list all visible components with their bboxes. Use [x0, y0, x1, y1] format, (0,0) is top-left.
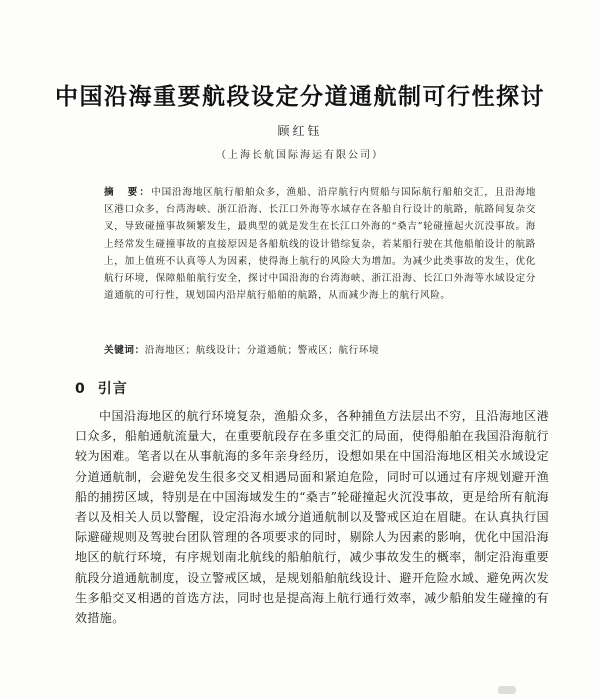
introduction-paragraph: 中国沿海地区的航行环境复杂，渔船众多，各种捕鱼方法层出不穷，且沿海地区港口众多，船舶通航流量大，在重要航段存在多重交汇的局面，使得船舶在我国沿海航行较为困难。笔者以在从事航海的多年亲身经历，设想如果在中国沿海地区相关水域设定分道通航制，会避免发生很多交叉相遇局面和紧迫危险，同时可以通过有序规划避开渔船的捕捞区域，特别是在中国海域发生的“桑吉”轮碰撞起火沉没事故，更是给所有航海者以及相关人员以警醒，设定沿海水域分道通航制以及警戒区迫在眉睫。在认真执行国际避碰规则及驾驶台团队管理的各项要求的同时，剔除人为因素的影响，优化中国沿海地区的航行环境，有序规划南北航线的船舶航行，减少事故发生的概率，制定沿海重要航段分道通航制度，设立警戒区域，是规划船舶航线设计、避开危险水域、避免两次发生多船交叉相遇的首选方法，同时也是提高海上航行通行效率，减少船舶发生碰撞的有效措施。 — [75, 409, 549, 626]
keywords-block — [104, 342, 536, 356]
keywords-label: 关键词： — [104, 345, 145, 356]
scan-smudge-mark — [498, 686, 516, 694]
abstract-label: 摘 要： — [104, 187, 152, 198]
author-affiliation: （上海长航国际海运有限公司） — [216, 150, 384, 161]
section-heading-introduction — [75, 378, 128, 398]
keywords-text: 沿海地区；航线设计；分道通航；警戒区；航行环境 — [144, 345, 380, 356]
abstract-text: 中国沿海地区航行船舶众多，渔船、沿岸航行内贸船与国际航行船舶交汇，且沿海地区港口众多，台湾海峡、浙江沿海、长江口外海等水域存在各船自行设计的航路，航路间复杂交叉，导致碰撞事故频繁发生，最典型的就是发生在长江口外海的“桑吉”轮碰撞起火沉没事故。海上经常发生碰撞事故的直接原因是各船航线的设计错综复杂，若某船行驶在其他船舶设计的航路上，加上值班不认真等人为因素，使得海上航行的风险大为增加。为减少此类事故的发生，优化航行环境，保障船舶航行安全，探讨中国沿海的台湾海峡、浙江沿海、长江口外海等水域设定分道通航的可行性，规划国内沿岸航行船舶的航路，从而减少海上的航行风险。 — [104, 187, 537, 302]
section-number: 0 — [75, 381, 86, 397]
paper-title: 中国沿海重要航段设定分道通航制可行性探讨 — [55, 84, 545, 110]
author-name: 顾红钰 — [277, 124, 323, 138]
abstract-block — [104, 184, 536, 304]
section-title: 引言 — [97, 381, 128, 397]
